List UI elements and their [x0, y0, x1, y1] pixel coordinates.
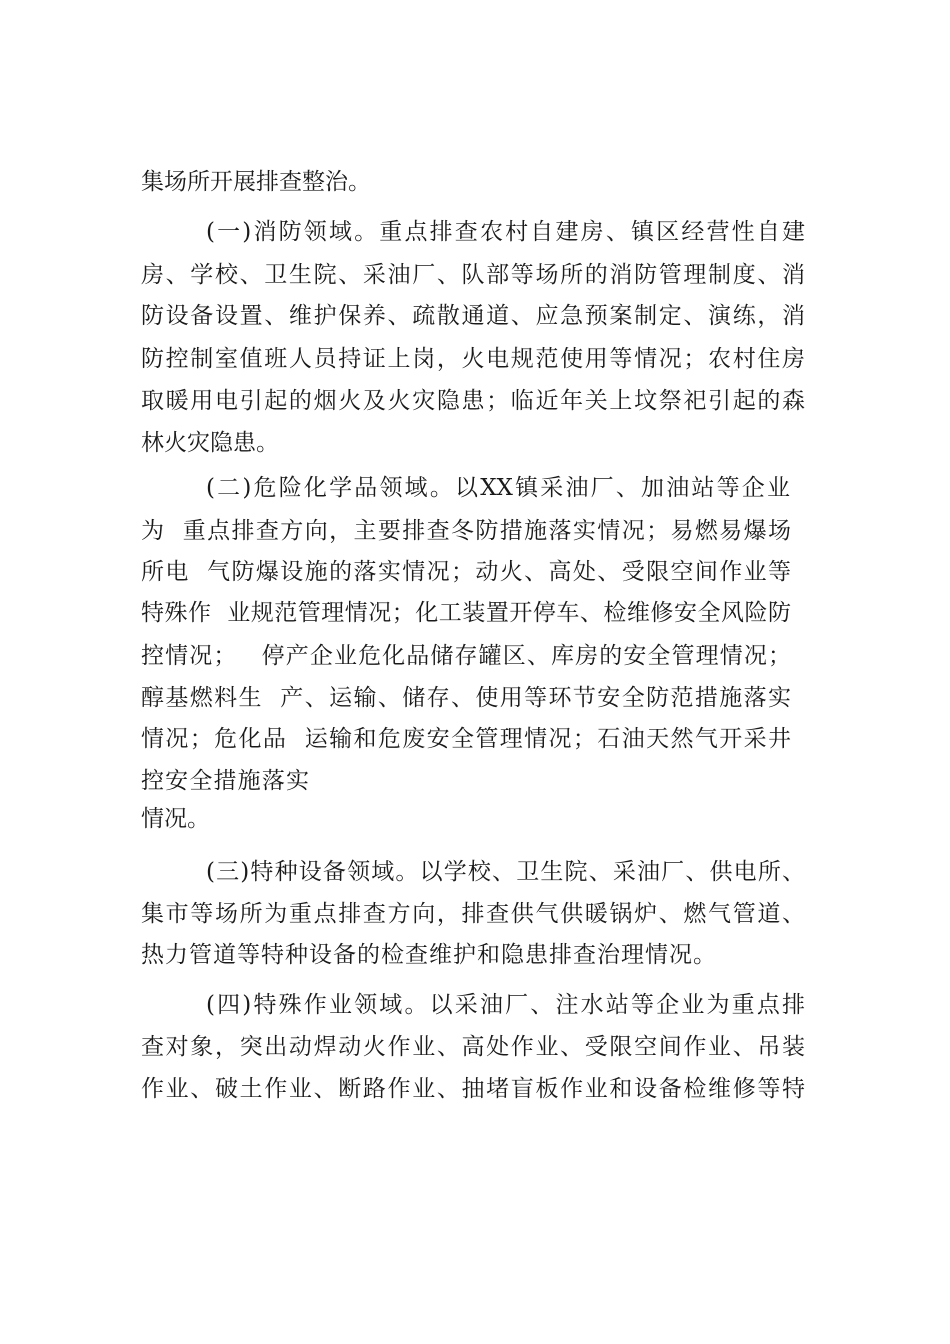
text-line: (一)消防领域。重点排查农村自建房、镇区经营性自建: [206, 219, 805, 245]
text-line: 为 重点排查方向，主要排查冬防措施落实情况；易燃易爆场: [141, 518, 791, 544]
text-line: 取暖用电引起的烟火及火灾隐患；临近年关上坟祭祀引起的森: [141, 388, 805, 414]
text-line: 作业、破土作业、断路作业、抽堵盲板作业和设备检维修等特: [141, 1076, 805, 1102]
text-line: 集场所开展排查整治。: [141, 169, 371, 195]
text-line: (三)特种设备领域。以学校、卫生院、采油厂、供电所、: [206, 859, 805, 885]
text-line: 防设备设置、维护保养、疏散通道、应急预案制定、演练，消: [141, 303, 805, 329]
text-line: 集市等场所为重点排查方向，排查供气供暖锅炉、燃气管道、: [141, 901, 805, 927]
text-line: 控情况； 停产企业危化品储存罐区、库房的安全管理情况；: [141, 643, 791, 669]
text-line: 情况；危化品 运输和危废安全管理情况；石油天然气开采井: [141, 726, 791, 752]
text-line: 特殊作 业规范管理情况；化工装置开停车、检维修安全风险防: [141, 600, 791, 626]
text-line: 控安全措施落实: [141, 768, 309, 794]
text-line: (四)特殊作业领域。以采油厂、注水站等企业为重点排: [206, 992, 805, 1018]
text-line: 房、学校、卫生院、采油厂、队部等场所的消防管理制度、消: [141, 262, 805, 288]
text-line: 醇基燃料生 产、运输、储存、使用等环节安全防范措施落实: [141, 685, 791, 711]
text-line: 查对象，突出动焊动火作业、高处作业、受限空间作业、吊装: [141, 1034, 805, 1060]
text-line: 情况。: [141, 806, 210, 832]
text-line: 林火灾隐患。: [141, 430, 279, 456]
text-line: 热力管道等特种设备的检查维护和隐患排查治理情况。: [141, 942, 716, 968]
text-line: 所电 气防爆设施的落实情况；动火、高处、受限空间作业等: [141, 559, 791, 585]
text-line: (二)危险化学品领域。以XX镇采油厂、加油站等企业: [206, 475, 790, 501]
text-line: 防控制室值班人员持证上岗，火电规范使用等情况；农村住房: [141, 346, 805, 372]
